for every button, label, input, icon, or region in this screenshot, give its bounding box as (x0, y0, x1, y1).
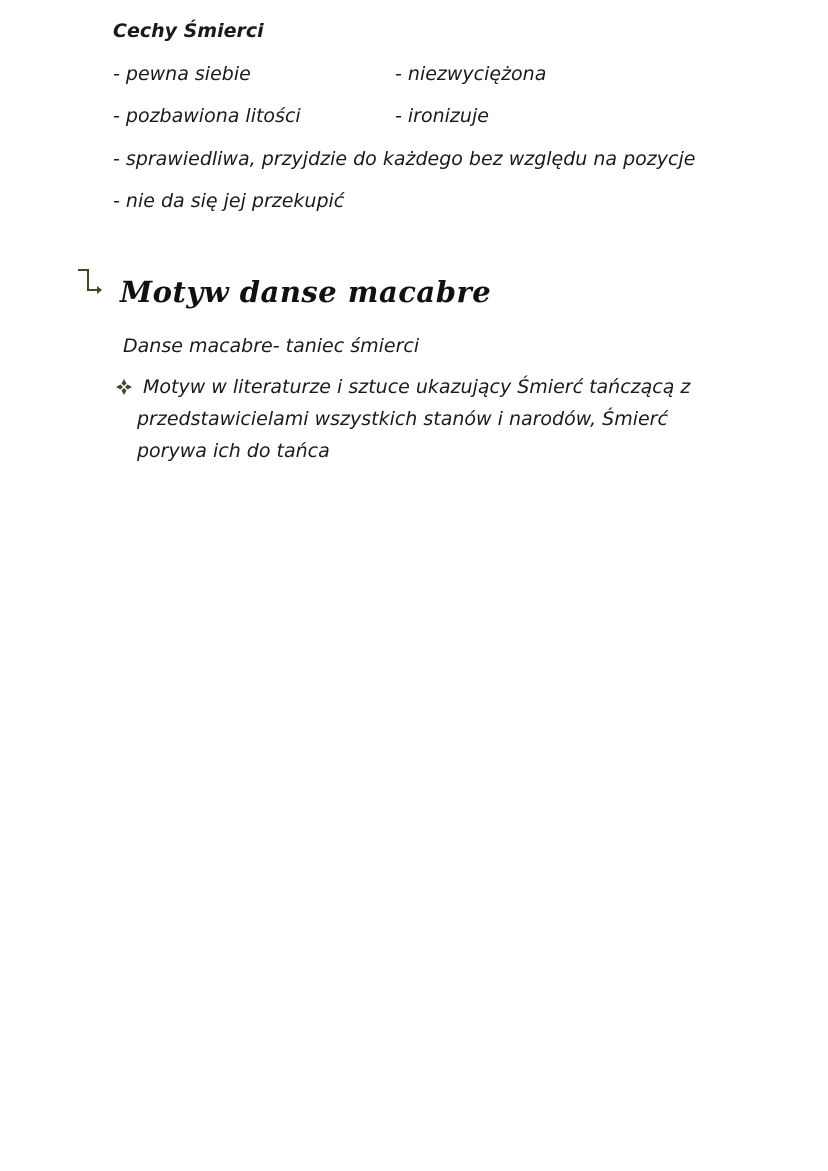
trait-item: - niezwyciężona (395, 63, 547, 85)
traits-title: Cechy Śmierci (113, 20, 264, 42)
diamond-bullet-icon (115, 378, 133, 396)
motif-subtitle: Danse macabre- taniec śmierci (123, 335, 420, 357)
trait-item: - sprawiedliwa, przyjdzie do każdego bez względu na pozycje (113, 148, 696, 170)
bullet-text-line: Motyw w literaturze i sztuce ukazujący Śmierć tańczącą z (143, 376, 691, 398)
trait-item: - ironizuje (395, 105, 489, 127)
bullet-text-line: porywa ich do tańca (137, 440, 330, 462)
trait-item: - nie da się jej przekupić (113, 190, 345, 212)
trait-item: - pewna siebie (113, 63, 251, 85)
bullet-text-line: przedstawicielami wszystkich stanów i narodów, Śmierć (137, 408, 668, 430)
arrow-down-right-icon (74, 268, 106, 298)
trait-item: - pozbawiona litości (113, 105, 301, 127)
motif-heading: Motyw danse macabre (120, 275, 492, 309)
